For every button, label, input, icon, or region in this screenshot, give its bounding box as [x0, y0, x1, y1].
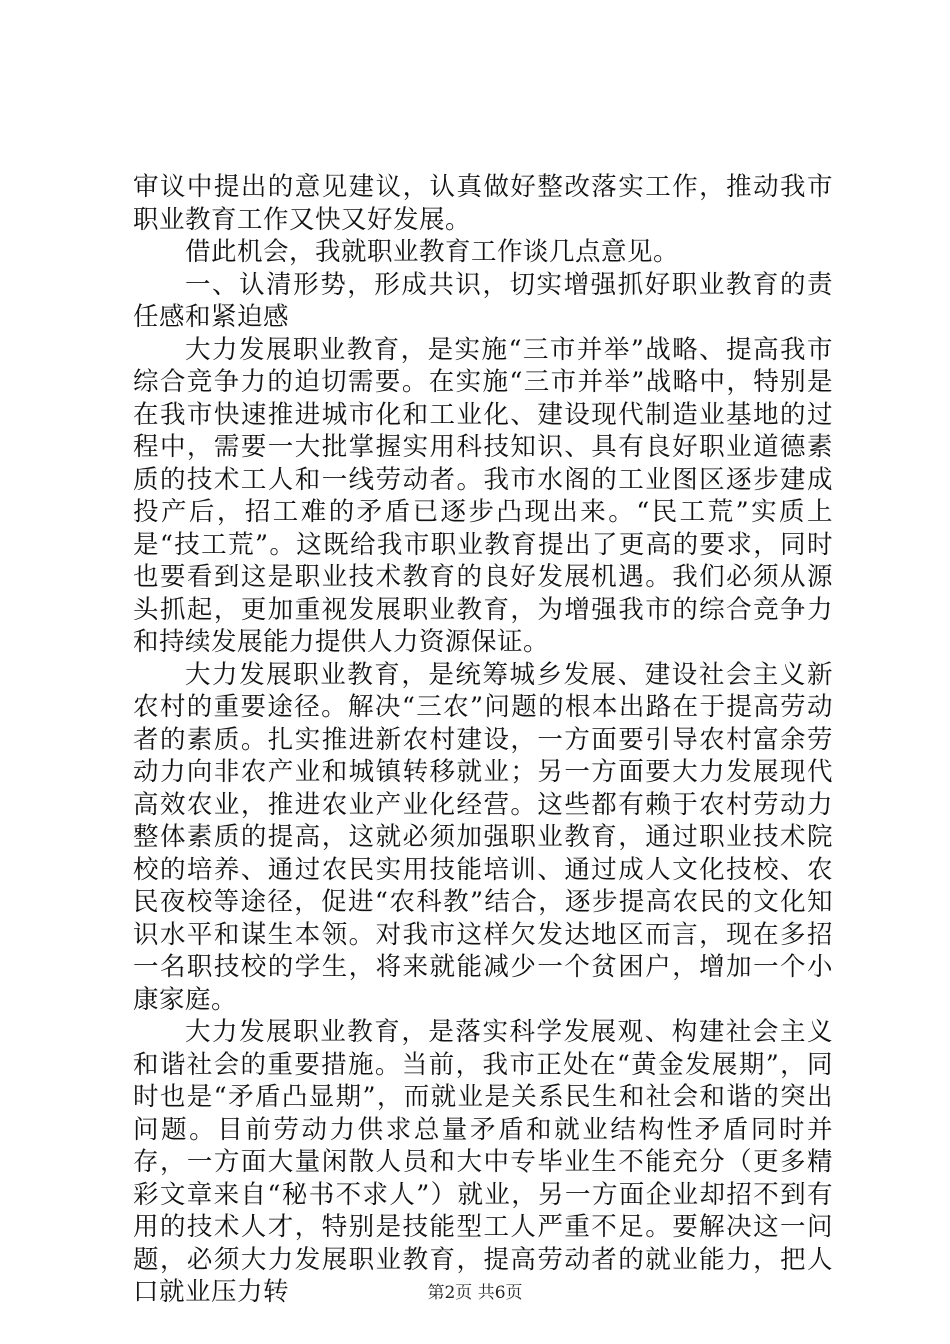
section-heading: 一、认清形势，形成共识，切实增强抓好职业教育的责任感和紧迫感	[133, 269, 833, 332]
document-body	[133, 171, 833, 1309]
paragraph-continuation: 审议中提出的意见建议，认真做好整改落实工作，推动我市职业教育工作又快又好发展。	[133, 172, 833, 235]
paragraph-harmonious-society: 大力发展职业教育，是落实科学发展观、构建社会主义和谐社会的重要措施。当前，我市正处在“黄金发展期”，同时也是“矛盾凸显期”，而就业是关系民生和社会和谐的突出问题。目前劳动力供求总量矛盾和就业结构性矛盾同时并存，一方面大量闲散人员和大中专毕业生不能充分（更多精彩文章来自“秘书不求人”）就业，另一方面企业却招不到有用的技术人才，特别是技能型工人严重不足。要解决这一问题，必须大力发展职业教育，提高劳动者的就业能力，把人口就业压力转	[133, 1017, 833, 1307]
paragraph-rural-development: 大力发展职业教育，是统筹城乡发展、建设社会主义新农村的重要途径。解决“三农”问题的根本出路在于提高劳动者的素质。扎实推进新农村建设，一方面要引导农村富余劳动力向非农产业和城镇转移就业；另一方面要大力发展现代高效农业，推进农业产业化经营。这些都有赖于农村劳动力整体素质的提高，这就必须加强职业教育，通过职业技术院校的培养、通过农民实用技能培训、通过成人文化技校、农民夜校等途径，促进“农科教”结合，逐步提高农民的文化知识水平和谋生本领。对我市这样欠发达地区而言，现在多招一名职技校的学生，将来就能减少一个贫困户，增加一个小康家庭。	[133, 659, 833, 1015]
paragraph-intro: 借此机会，我就职业教育工作谈几点意见。	[185, 237, 680, 267]
paragraph-competitiveness: 大力发展职业教育，是实施“三市并举”战略、提高我市综合竞争力的迫切需要。在实施“三市并举”战略中，特别是在我市快速推进城市化和工业化、建设现代制造业基地的过程中，需要一大批掌握实用科技知识、具有良好职业道德素质的技术工人和一线劳动者。我市水阁的工业图区逐步建成投产后，招工难的矛盾已逐步凸现出来。“民工荒”实质上是“技工荒”。这既给我市职业教育提出了更高的要求，同时也要看到这是职业技术教育的良好发展机遇。我们必须从源头抓起，更加重视发展职业教育，为增强我市的综合竞争力和持续发展能力提供人力资源保证。	[133, 334, 833, 657]
page-number-footer: 第2页 共6页	[427, 1283, 523, 1303]
